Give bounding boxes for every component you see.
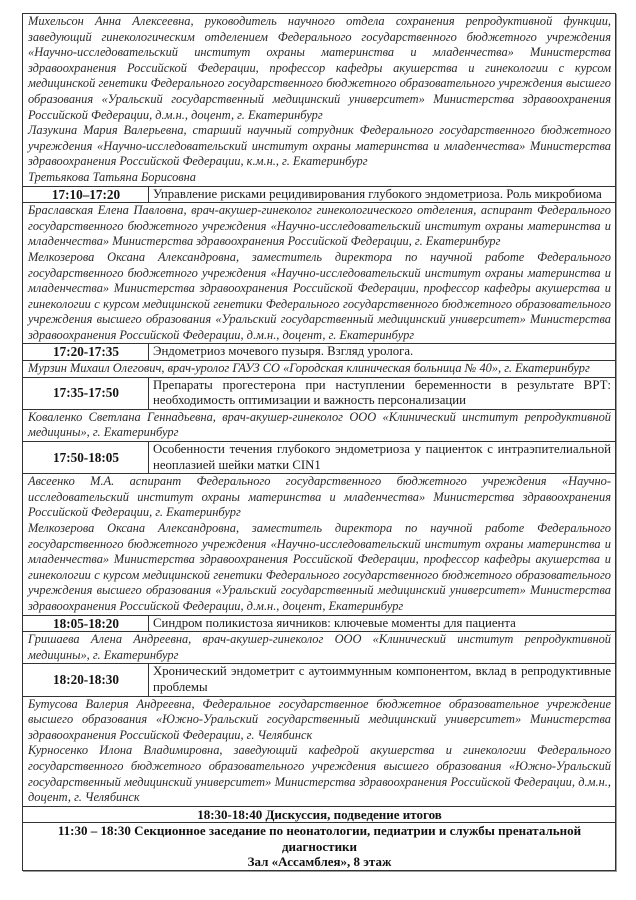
talk-time: 18:05-18:20 [23, 616, 149, 632]
speakers-row [23, 696, 615, 806]
speaker-entry: Курносенко Илона Владимировна, заведующий кафедрой акушерства и гинекологии Федерального государственного бюджетного образовательного учреждения высшего образования «Южно-Уральский государственный медицинский университет» Министерства здравоохранения Российской Федерации, д.м.н., доцент, г. Челябинск [28, 743, 611, 805]
talk-row [23, 343, 615, 360]
speaker-entry: Лазукина Мария Валерьевна, старший научный сотрудник Федерального государственного бюджетного учреждения «Научно-исследовательский институт охраны материнства и младенчества» Министерства здравоохранения Российской Федерации, к.м.н., г. Екатеринбург [28, 123, 611, 169]
section-title: 11:30 – 18:30 Секционное заседание по неонатологии, педиатрии и службы пренатальной диагностики [57, 823, 582, 854]
speaker-entry: Мурзин Михаил Олегович, врач-уролог ГАУЗ СО «Городская клиническая больница № 40», г. Екатеринбург [28, 361, 590, 376]
speakers-row [23, 631, 615, 663]
talk-topic: Хронический эндометрит с аутоиммунным компонентом, вклад в репродуктивные проблемы [153, 664, 611, 694]
speaker-entry: Гришаева Алена Андреевна, врач-акушер-гинеколог ООО «Клинический институт репродуктивной медицины», г. Екатеринбург [28, 632, 611, 662]
talk-row [23, 663, 615, 695]
speakers-cell [23, 632, 615, 663]
talk-topic: Синдром поликистоза яичников: ключевые моменты для пациента [153, 615, 516, 630]
talk-time: 17:35-17:50 [23, 378, 149, 409]
speaker-entry: Михельсон Анна Алексеевна, руководитель научного отдела сохранения репродуктивной функции, заведующий гинекологическим отделением Федерального государственного бюджетного учреждения «Научно-исследовательский институт охраны материнства и младенчества» Министерства здравоохранения Российской Федерации, профессор кафедры акушерства и гинекологии с курсом медицинской генетики Федерального государственного бюджетного образовательного учреждения высшего образования «Уральский государственный медицинский университет» Министерства здравоохранения Российской Федерации, д.м.н., доцент, г. Екатеринбург [28, 14, 611, 122]
speaker-entry: Третьякова Татьяна Борисовна [28, 169, 196, 184]
talk-time: 18:20-18:30 [23, 664, 149, 695]
speakers-cell [23, 410, 615, 441]
speakers-cell [23, 474, 615, 614]
talk-topic: Управление рисками рецидивирования глубокого эндометриоза. Роль микробиома [153, 186, 602, 201]
speaker-entry: Мелкозерова Оксана Александровна, заместитель директора по научной работе Федерального государственного бюджетного учреждения «Научно-исследовательский институт охраны материнства и младенчества» Министерства здравоохранения Российской Федерации, профессор кафедры акушерства и гинекологии с курсом медицинской генетики Федерального государственного бюджетного образовательного учреждения высшего образования «Уральский государственный медицинский университет» Министерства здравоохранения Российской Федерации, д.м.н., доцент, г. Екатеринбург [28, 249, 611, 342]
talk-topic: Особенности течения глубокого эндометриоза у пациенток с интраэпителиальной неоплазией шейки матки CIN1 [153, 442, 611, 472]
talk-row [23, 186, 615, 203]
speakers-row [23, 409, 615, 441]
section-banner [23, 823, 615, 870]
speakers-cell [23, 14, 615, 186]
speaker-entry: Бутусова Валерия Андреевна, Федеральное государственное бюджетное образовательное учреждение высшего образования «Южно-Уральский государственный медицинский университет» Министерства здравоохранения Российской Федерации, г. Челябинск [28, 696, 611, 742]
speakers-row [23, 14, 615, 186]
speaker-entry: Мелкозерова Оксана Александровна, заместитель директора по научной работе Федерального государственного бюджетного учреждения «Научно-исследовательский институт охраны материнства и младенчества» Министерства здравоохранения Российской Федерации, профессор кафедры акушерства и гинекологии с курсом медицинской генетики Федерального государственного бюджетного образовательного учреждения высшего образования «Уральский государственный медицинский университет» Министерства здравоохранения Российской Федерации, д.м.н., доцент, Екатеринбург [28, 521, 611, 613]
talk-time: 17:20-17:35 [23, 344, 149, 360]
speaker-entry: Авсеенко М.А. аспирант Федерального государственного бюджетного учреждения «Научно-исследовательский институт охраны материнства и младенчества» Министерства здравоохранения Российской Федерации, г. Екатеринбург [28, 474, 611, 520]
speakers-row [23, 360, 615, 377]
talk-row [23, 615, 615, 632]
talk-time: 17:50-18:05 [23, 442, 149, 473]
speakers-cell [23, 697, 615, 806]
talk-row [23, 441, 615, 473]
speaker-entry: Браславская Елена Павловна, врач-акушер-гинеколог гинекологического отделения, аспирант Федерального государственного бюджетного учреждения «Научно-исследовательский институт охраны материнства и младенчества» Министерства здравоохранения Российской Федерации, г. Екатеринбург [28, 203, 611, 249]
speaker-entry: Коваленко Светлана Геннадьевна, врач-акушер-гинеколог ООО «Клинический институт репродуктивной медицины», г. Екатеринбург [28, 409, 611, 440]
program-table [22, 13, 616, 871]
speakers-row [23, 202, 615, 343]
section-banner-row [23, 822, 615, 870]
discussion-banner-row [23, 806, 615, 823]
speakers-cell [23, 361, 615, 377]
talk-topic: Эндометриоз мочевого пузыря. Взгляд уролога. [153, 344, 414, 359]
speakers-cell [23, 203, 615, 343]
talk-topic: Препараты прогестерона при наступлении беременности в результате ВРТ: необходимость оптимизации и важность персонализации [153, 377, 611, 408]
section-venue: Зал «Ассамблея», 8 этаж [247, 854, 392, 870]
talk-time: 17:10–17:20 [23, 187, 149, 203]
speakers-row [23, 473, 615, 614]
discussion-banner [23, 807, 615, 823]
banner-line: 18:30-18:40 Дискуссия, подведение итогов [197, 806, 442, 822]
talk-row [23, 377, 615, 409]
